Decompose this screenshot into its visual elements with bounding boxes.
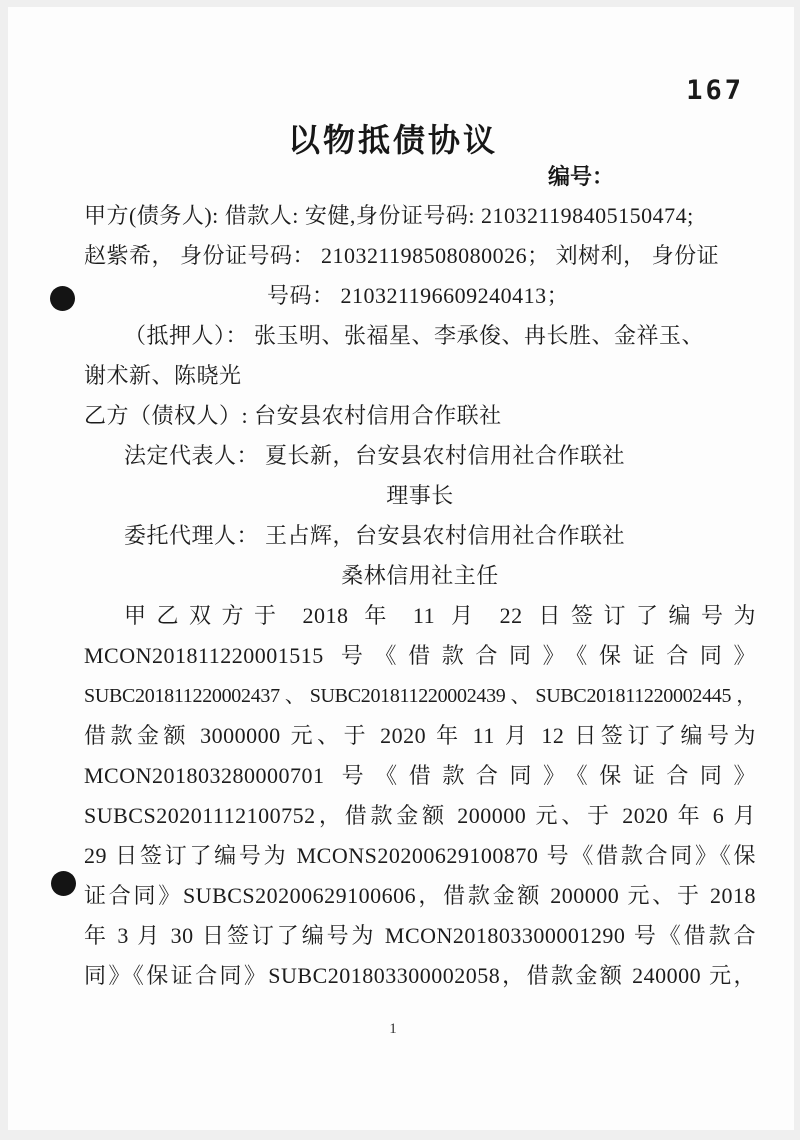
scanned-page [8, 7, 794, 1130]
text-line: 法定代表人： 夏长新，台安县农村信用社合作联社 [124, 443, 626, 468]
punch-hole-mark [50, 286, 75, 311]
corner-page-number: 167 [686, 75, 744, 106]
text-line: SUBCS20201112100752，借款金额 200000 元、于 2020 年 6 月 [84, 803, 756, 828]
text-line: 理事长 [386, 483, 454, 508]
text-line: 桑林信用社主任 [341, 563, 499, 588]
page-title: 以物抵债协议 [287, 121, 498, 159]
text-line: 同》《保证合同》SUBC201803300002058，借款金额 240000 元， [84, 963, 756, 988]
text-line: 赵紫希， 身份证号码： 210321198508080026； 刘树利， 身份证 [84, 243, 720, 268]
text-line: 29 日签订了编号为 MCONS20200629100870 号《借款合同》《保 [84, 843, 756, 868]
text-line: 甲方(债务人): 借款人: 安健,身份证号码: 210321198405150474; [84, 203, 694, 228]
document-body [84, 196, 756, 996]
text-line: 甲乙双方于 2018 年 11 月 22 日签订了编号为 [124, 603, 756, 628]
text-line: （抵押人）： 张玉明、张福星、李承俊、冉长胜、金祥玉、 [124, 323, 705, 348]
text-line: 乙方（债权人）: 台安县农村信用合作联社 [84, 403, 502, 428]
text-line: 年 3 月 30 日签订了编号为 MCON201803300001290 号《借款合 [84, 923, 756, 948]
punch-hole-mark [51, 871, 76, 896]
text-line: MCON201811220001515 号《借款合同》《保证合同》 [84, 643, 756, 668]
text-line: SUBC201811220002437、SUBC201811220002439、SUBC201811220002445， [84, 685, 756, 707]
text-line: MCON201803280000701 号《借款合同》《保证合同》 [84, 763, 756, 788]
text-line: 委托代理人： 王占辉，台安县农村信用社合作联社 [124, 523, 626, 548]
doc-number-label: 编号： [548, 165, 615, 190]
text-line: 证合同》SUBCS20200629100606，借款金额 200000 元、于 2018 [84, 883, 756, 908]
footer-page-number: 1 [389, 1021, 397, 1037]
text-line: 借款金额 3000000 元、于 2020 年 11 月 12 日签订了编号为 [84, 723, 756, 748]
text-line: 谢术新、陈晓光 [84, 363, 242, 388]
text-line: 号码： 210321196609240413； [267, 283, 570, 308]
